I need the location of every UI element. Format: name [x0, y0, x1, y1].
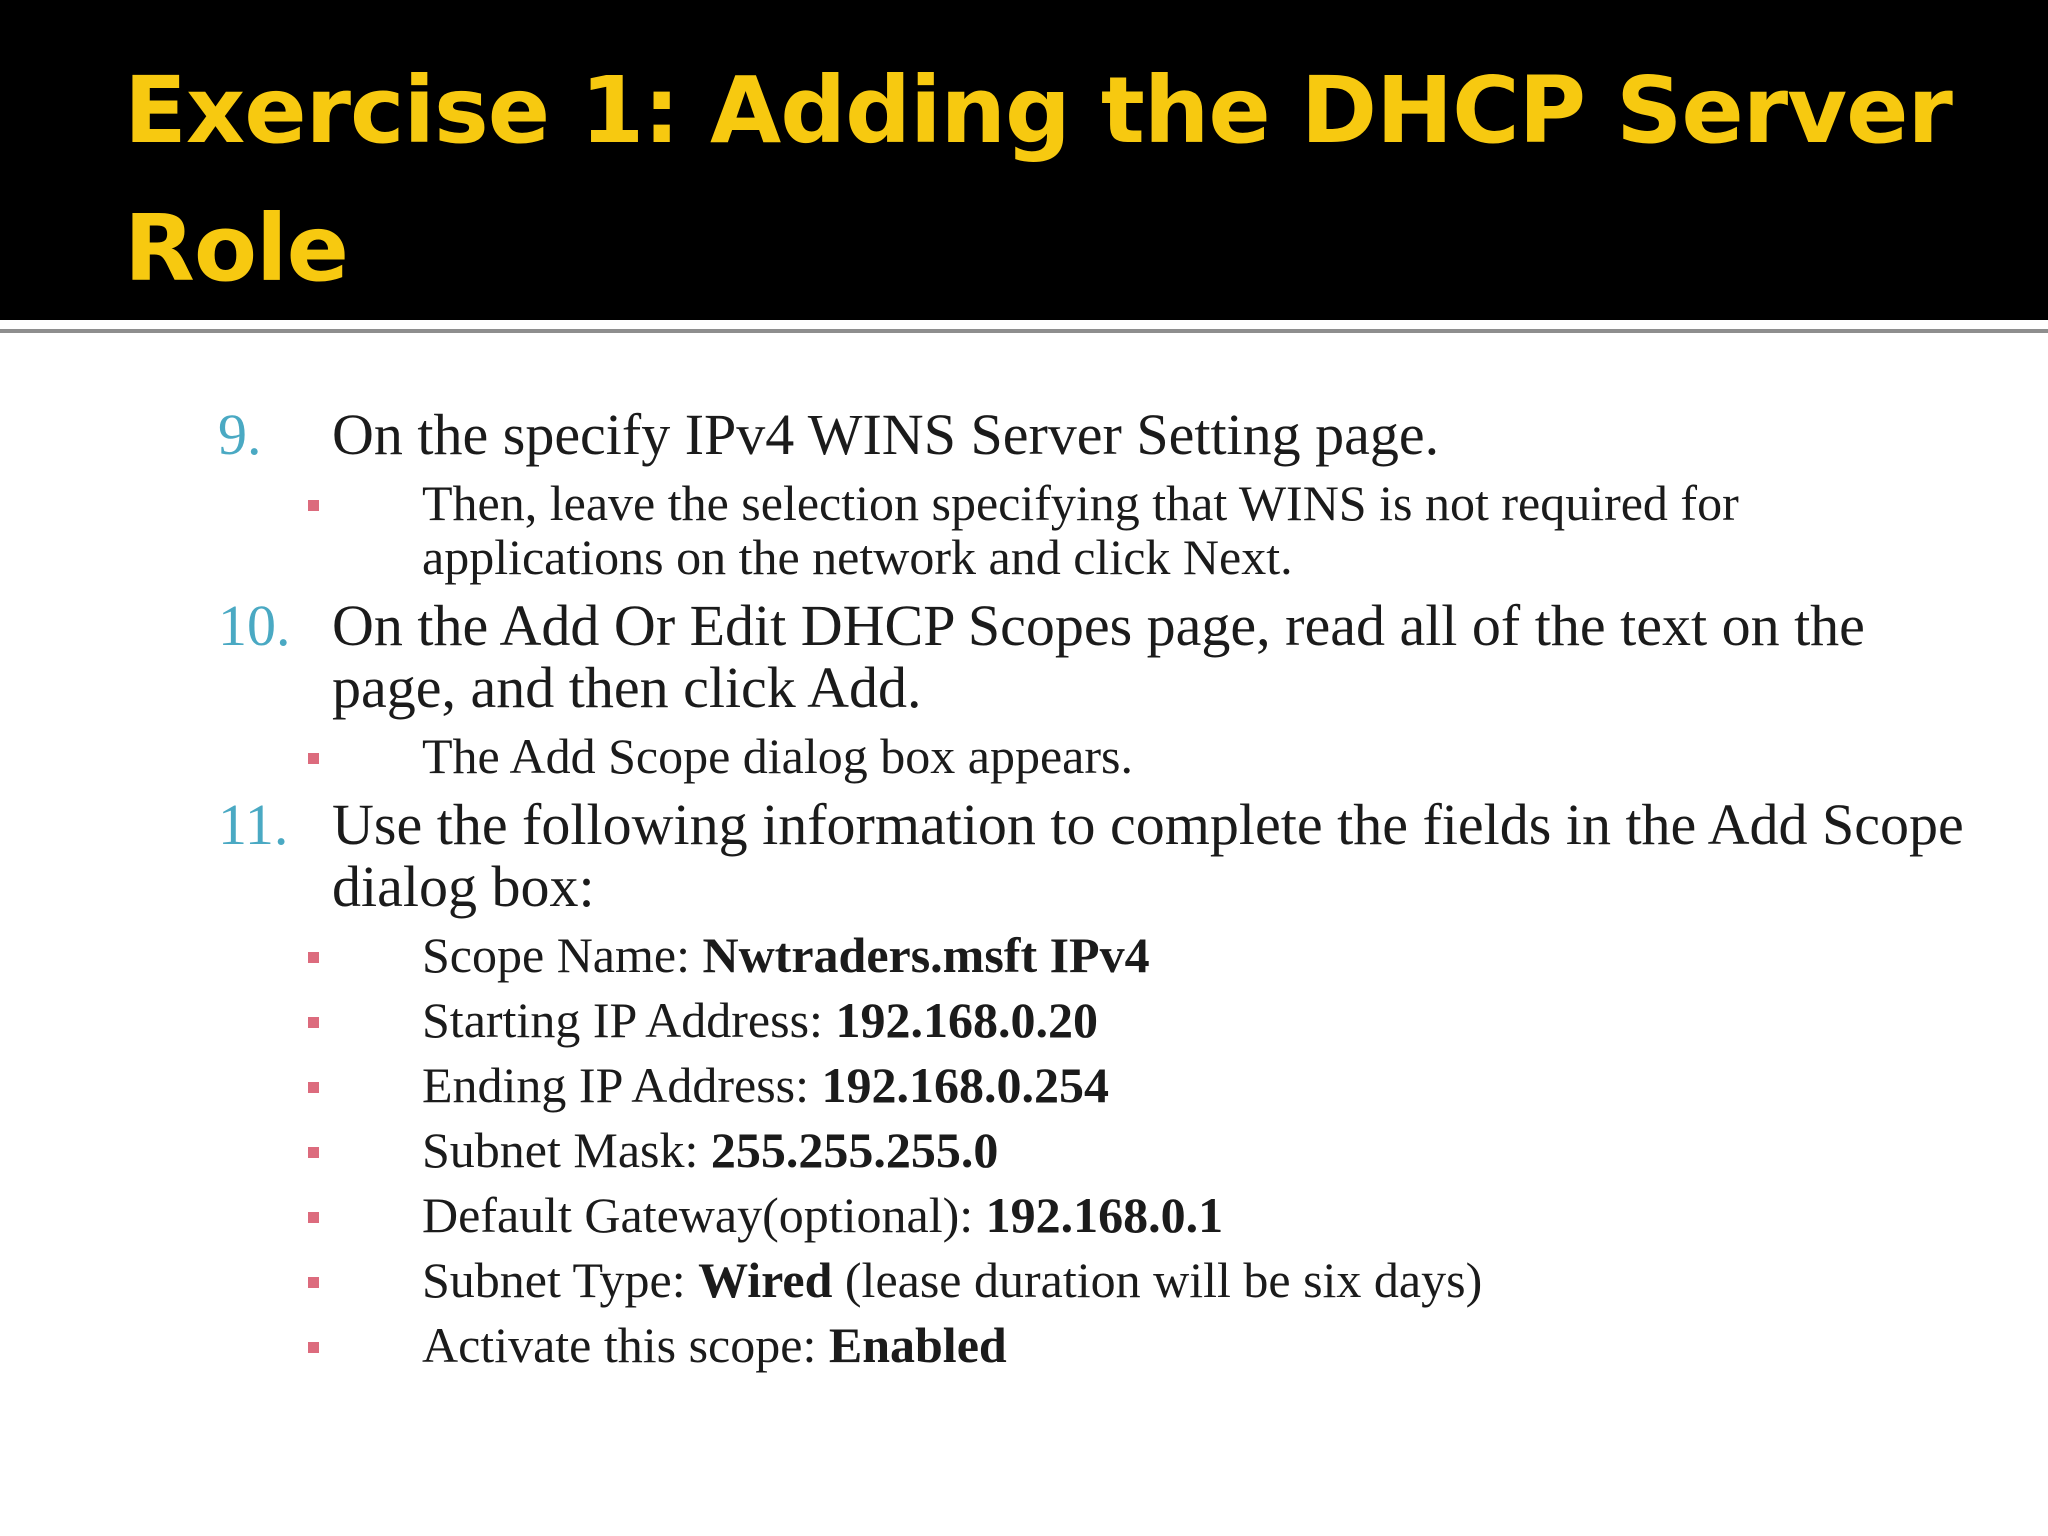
- square-bullet-icon: [308, 1188, 422, 1242]
- step-number: 11.: [218, 792, 289, 857]
- setting-value: Enabled: [828, 1317, 1007, 1373]
- square-bullet-icon: [308, 928, 422, 982]
- setting-label: Scope Name:: [422, 927, 703, 983]
- setting-value: 192.168.0.254: [821, 1057, 1110, 1113]
- step-9: [0, 404, 2048, 466]
- detail-text: The Add Scope dialog box appears.: [422, 728, 1133, 784]
- step-9-detail: [0, 476, 2048, 584]
- setting-label: Activate this scope:: [422, 1317, 829, 1373]
- setting-value: Nwtraders.msft IPv4: [702, 927, 1150, 983]
- scope-name-setting: [0, 928, 2048, 982]
- default-gateway-setting: [0, 1188, 2048, 1242]
- setting-label: Default Gateway(optional):: [422, 1187, 986, 1243]
- setting-label: Ending IP Address:: [422, 1057, 822, 1113]
- setting-label: Subnet Type:: [422, 1252, 699, 1308]
- step-10: [0, 595, 2048, 719]
- slide-title: Exercise 1: Adding the DHCP Server Role: [124, 57, 1952, 302]
- setting-value: 255.255.255.0: [710, 1122, 999, 1178]
- step-text: On the Add Or Edit DHCP Scopes page, read all of the text on the page, and then click Add.: [332, 593, 1865, 720]
- setting-label: Subnet Mask:: [422, 1122, 711, 1178]
- square-bullet-icon: [308, 476, 422, 584]
- step-number: 9.: [218, 402, 262, 467]
- step-text: On the specify IPv4 WINS Server Setting page.: [332, 402, 1440, 467]
- setting-value: 192.168.0.1: [985, 1187, 1224, 1243]
- ending-ip-setting: [0, 1058, 2048, 1112]
- square-bullet-icon: [308, 1318, 422, 1372]
- setting-value: 192.168.0.20: [835, 992, 1098, 1048]
- subnet-type-setting: [0, 1253, 2048, 1307]
- setting-text: [422, 1318, 1942, 1372]
- detail-text: Then, leave the selection specifying that WINS is not required for applications on the network and click Next.: [422, 475, 1739, 585]
- step-number: 10.: [218, 593, 291, 658]
- title-bar: [0, 0, 2048, 320]
- step-11: [0, 794, 2048, 918]
- setting-note: (lease duration will be six days): [832, 1252, 1483, 1308]
- setting-text: [422, 1123, 1942, 1177]
- setting-text: [422, 1188, 1942, 1242]
- square-bullet-icon: [308, 993, 422, 1047]
- step-text: Use the following information to complete the fields in the Add Scope dialog box:: [332, 792, 1964, 919]
- square-bullet-icon: [308, 729, 422, 783]
- setting-text: [422, 1253, 1942, 1307]
- starting-ip-setting: [0, 993, 2048, 1047]
- square-bullet-icon: [308, 1123, 422, 1177]
- setting-value: Wired: [698, 1252, 833, 1308]
- subnet-mask-setting: [0, 1123, 2048, 1177]
- square-bullet-icon: [308, 1253, 422, 1307]
- setting-text: [422, 928, 1942, 982]
- setting-label: Starting IP Address:: [422, 992, 836, 1048]
- instruction-list: [0, 404, 2048, 1383]
- setting-text: [422, 1058, 1942, 1112]
- activate-scope-setting: [0, 1318, 2048, 1372]
- setting-text: [422, 993, 1942, 1047]
- square-bullet-icon: [308, 1058, 422, 1112]
- title-divider: [0, 329, 2048, 333]
- step-10-detail: [0, 729, 2048, 783]
